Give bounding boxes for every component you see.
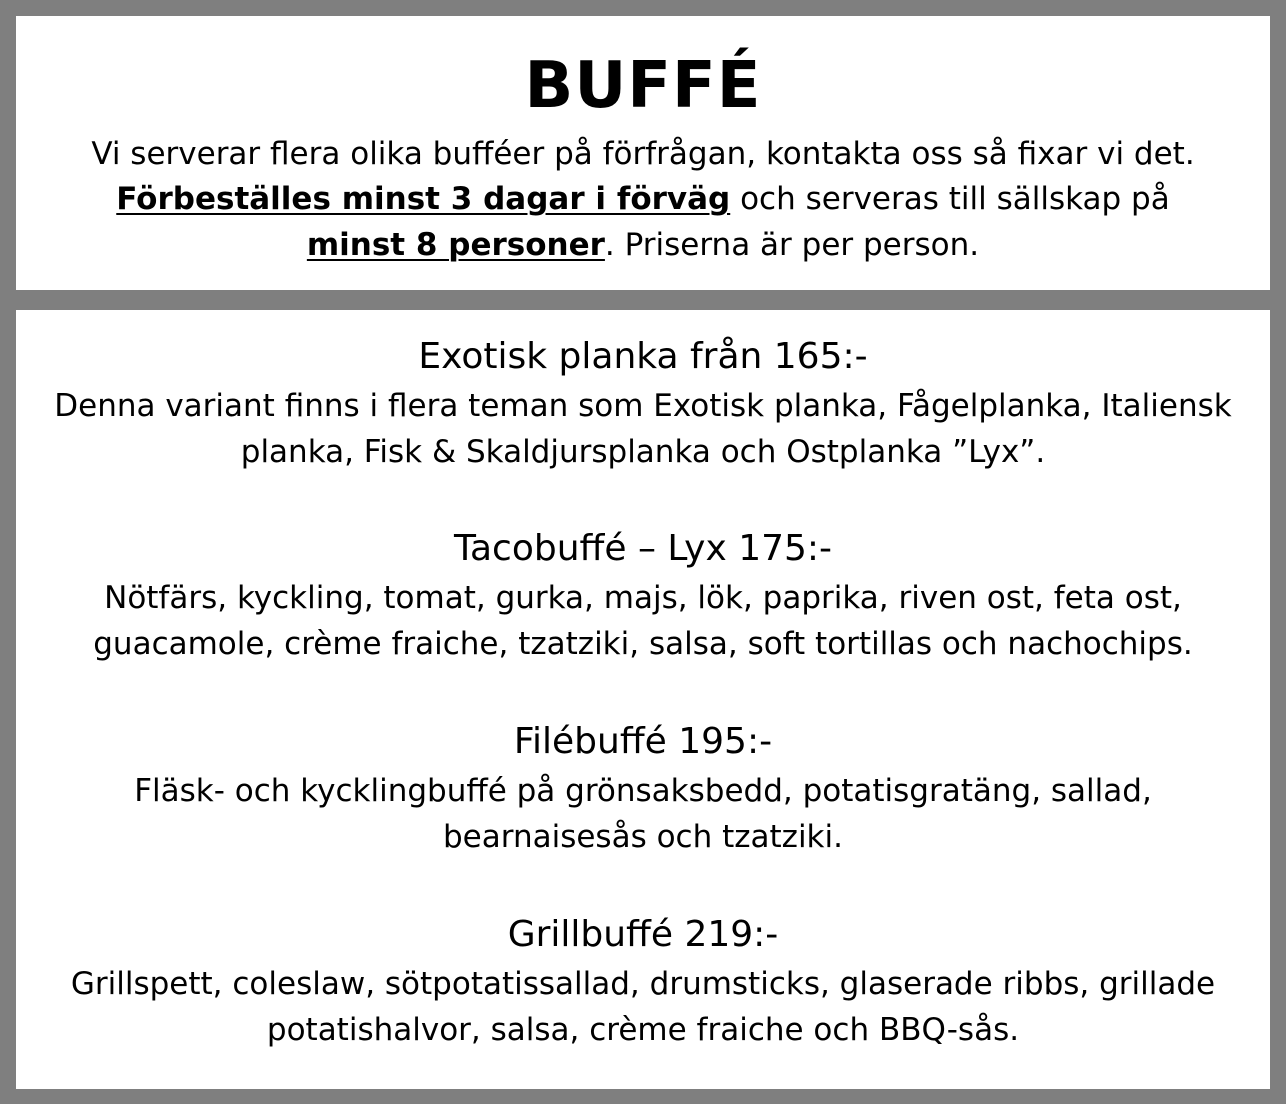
intro-text: Vi serverar flera olika bufféer på förfrågan, kontakta oss så fixar vi det. — [91, 136, 1195, 172]
menu-panel — [16, 310, 1270, 1089]
menu-item-description: guacamole, crème fraiche, tzatziki, salsa, soft tortillas och nachochips. — [93, 626, 1193, 662]
menu-item-description: Grillspett, coleslaw, sötpotatissallad, drumsticks, glaserade ribbs, grillade — [70, 966, 1216, 1002]
preorder-requirement: Förbeställes minst 3 dagar i förväg — [116, 181, 731, 217]
menu-item-description: Nötfärs, kyckling, tomat, gurka, majs, lök, paprika, riven ost, feta ost, — [104, 580, 1182, 616]
menu-item-description: Fläsk- och kycklingbuffé på grönsaksbedd, potatisgratäng, sallad, — [134, 773, 1152, 809]
order-notice-line — [16, 181, 1270, 217]
order-notice-text: och serveras till sällskap på — [730, 181, 1170, 217]
menu-item-title: Tacobuffé – Lyx 175:- — [453, 528, 833, 569]
minimum-guests: minst 8 personer — [306, 227, 605, 263]
group-size-line — [16, 227, 1270, 263]
menu-item-description: potatishalvor, salsa, crème fraiche och BBQ-sås. — [266, 1012, 1020, 1048]
menu-item-title: Exotisk planka från 165:- — [418, 336, 868, 377]
menu-item-title: Grillbuffé 219:- — [507, 914, 779, 955]
price-note: . Priserna är per person. — [604, 227, 980, 263]
page-title: BUFFÉ — [524, 49, 762, 123]
menu-item-description: bearnaisesås och tzatziki. — [443, 819, 843, 855]
header-panel — [16, 16, 1270, 290]
menu-item-description: planka, Fisk & Skaldjursplanka och Ostplanka ”Lyx”. — [240, 434, 1046, 470]
menu-item-title: Filébuffé 195:- — [513, 721, 773, 762]
menu-item-description: Denna variant finns i flera teman som Exotisk planka, Fågelplanka, Italiensk — [54, 388, 1232, 424]
